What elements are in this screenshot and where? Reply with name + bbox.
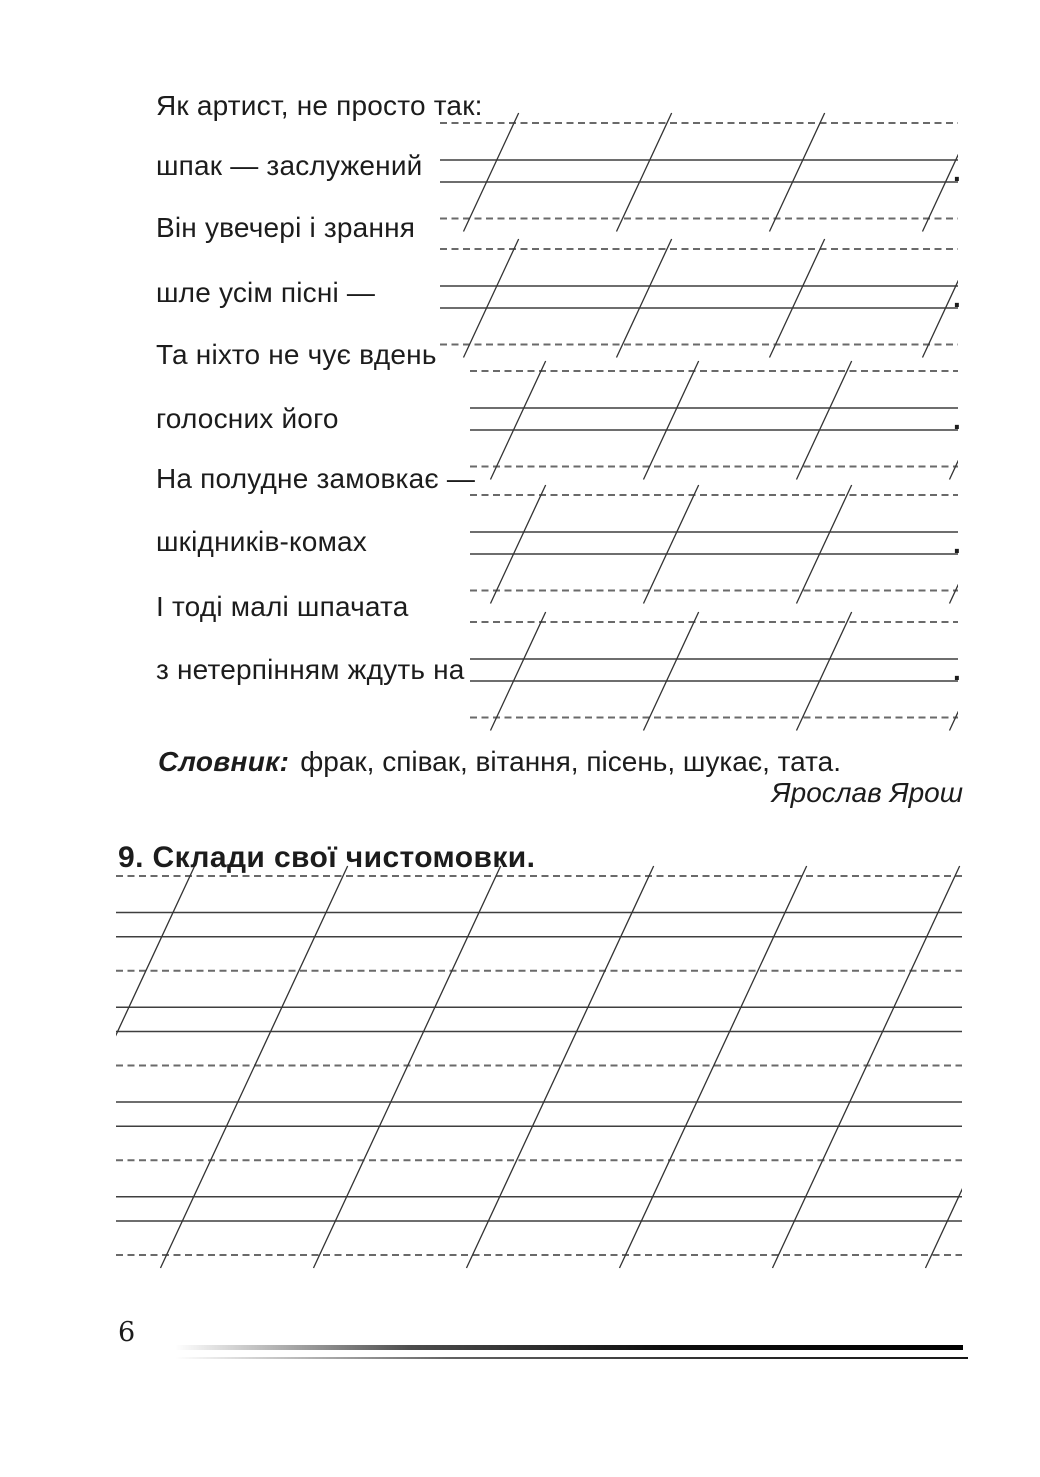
practice-grid xyxy=(7,866,1040,1268)
poem-line: шкідників-комах xyxy=(156,526,368,557)
line-end-period: . xyxy=(953,404,961,435)
poem-line: Він увечері і зрання xyxy=(156,212,416,243)
poem-line: шле усім пісні — xyxy=(156,277,376,308)
footer-rule-thick xyxy=(175,1345,963,1350)
line-end-period: . xyxy=(953,655,961,686)
poem-author: Ярослав Ярош xyxy=(771,777,963,808)
line-end-period: . xyxy=(953,282,961,313)
task-heading: 9. Склади свої чистомовки. xyxy=(118,841,536,874)
poem-line: Та ніхто не чує вдень xyxy=(156,339,437,370)
writing-lines-row-5 xyxy=(470,612,1005,731)
vocabulary-line xyxy=(158,745,841,779)
vocabulary-words: фрак, співак, вітання, пісень, шукає, тата. xyxy=(300,746,841,777)
writing-lines-row-1 xyxy=(440,113,978,232)
poem-line: голосних його xyxy=(156,403,339,434)
writing-lines-row-3 xyxy=(470,361,1005,480)
writing-lines-row-4 xyxy=(470,485,1005,604)
line-end-period: . xyxy=(953,156,961,187)
page-number: 6 xyxy=(118,1317,136,1348)
poem-line: На полудне замовкає — xyxy=(156,463,476,494)
poem-line: Як артист, не просто так: xyxy=(156,90,483,121)
vocabulary-label: Словник: xyxy=(158,746,290,777)
footer-rule-thin xyxy=(175,1357,968,1359)
poem-line: шпак — заслужений xyxy=(156,150,423,181)
poem-line: з нетерпінням ждуть на xyxy=(156,654,465,685)
writing-lines-row-2 xyxy=(440,239,978,358)
line-end-period: . xyxy=(953,528,961,559)
poem-line: І тоді малі шпачата xyxy=(156,591,409,622)
